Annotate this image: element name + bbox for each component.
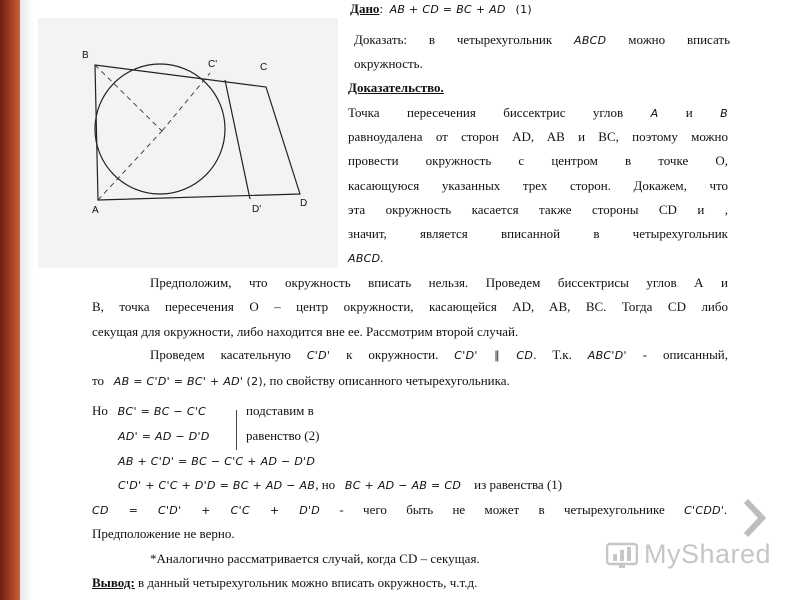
para3-l2-d: , по свойству описанного четырехугольника. xyxy=(262,373,510,388)
para3-l1-f: ABC'D' xyxy=(587,349,627,362)
label-c: C xyxy=(260,62,268,73)
deriv-eq1: BC' = BC − C'C xyxy=(117,405,207,418)
proof-line-1 xyxy=(348,101,728,127)
proof-l1-b: A xyxy=(650,107,659,120)
proof-line-5: эта окружность касается также стороны CD и , xyxy=(348,202,728,217)
deriv-eq5: CD = C'D' + C'C + D'D xyxy=(92,504,321,517)
deriv-eq4: C'D' + C'C + D'D = BC + AD − AB xyxy=(118,479,316,492)
deriv-sub-1: подставим в xyxy=(246,403,314,418)
given-formula: AB + CD = BC + AD xyxy=(389,3,506,16)
proof-l1-c: и xyxy=(685,105,693,120)
para3-l1-d: C'D' ∥ CD xyxy=(454,349,534,362)
proof-line-4: касающуюся указанных трех сторон. Докажем, что xyxy=(348,178,728,193)
label-d-prime: D' xyxy=(252,204,262,215)
deriv-eq4-tail-b: BC + AD − AB = CD xyxy=(344,479,462,492)
deriv-line-1 xyxy=(92,399,206,425)
quadrilateral-abcd xyxy=(95,65,300,200)
deriv-eq5-tail-b: C'CDD'. xyxy=(684,504,729,517)
proof-line-7: ABCD. xyxy=(348,252,385,265)
deriv-eq5-tail-a: - чего быть не может в четырехугольнике xyxy=(339,502,665,517)
para2-line-3: секущая для окружности, либо находится вне ее. Рассмотрим второй случай. xyxy=(92,324,519,339)
para3-l2-c: (2) xyxy=(246,375,263,388)
logo-chart-icon xyxy=(606,539,638,569)
label-a: A xyxy=(92,205,99,216)
conclusion-text: в данный четырехугольник можно вписать окружность, ч.т.д. xyxy=(138,575,478,590)
proof-l1-d: B xyxy=(720,107,728,120)
bisector-a xyxy=(98,131,162,200)
para3-l1-g: - описанный, xyxy=(642,347,729,362)
deriv-eq4-tail-a: , но xyxy=(315,477,336,492)
given-line: Дано: AB + CD = BC + AD (1) xyxy=(350,1,532,16)
conclusion-line xyxy=(92,571,477,596)
deriv-line-2: AD' = AD − D'D xyxy=(118,430,210,443)
label-b: B xyxy=(82,50,89,61)
para3-line-2 xyxy=(92,369,510,395)
conclusion-label: Вывод: xyxy=(92,575,135,590)
para2-line-2: В, точка пересечения O – центр окружности, касающейся AD, AB, BC. Тогда CD либо xyxy=(92,299,728,314)
slide-accent-bar xyxy=(0,0,20,600)
para3-l1-e: . Т.к. xyxy=(533,347,572,362)
para3-l1-c: к окружности. xyxy=(346,347,439,362)
similar-case-note: *Аналогично рассматривается случай, когда CD – секущая. xyxy=(150,551,480,566)
prove-text-c: можно вписать xyxy=(628,32,731,47)
slide-edge-shadow xyxy=(20,0,34,600)
proof-line-6: значит, является вписанной в четырехугольник xyxy=(348,226,728,241)
label-c-prime: C' xyxy=(208,59,218,70)
myshared-logo xyxy=(606,536,771,572)
given-number: (1) xyxy=(515,3,532,16)
tangent-line xyxy=(225,80,250,199)
para3-l2-a: то xyxy=(92,373,105,388)
para3-l1-a: Проведем касательную xyxy=(150,347,291,362)
deriv-line-3: AB + C'D' = BC − C'C + AD − D'D xyxy=(118,455,316,468)
quadrilateral-diagram xyxy=(38,18,338,268)
para3-l1-b: C'D' xyxy=(306,349,331,362)
para3-line-1 xyxy=(150,343,728,369)
geometry-figure xyxy=(38,18,338,268)
deriv-line-4 xyxy=(118,473,562,499)
proof-line-3: провести окружность с центром в точке O, xyxy=(348,153,728,168)
proof-heading: Доказательство. xyxy=(348,80,444,95)
deriv-but: Но xyxy=(92,403,108,418)
prove-text-a: Доказать: в четырехугольник xyxy=(354,32,553,47)
para2-line-1: Предположим, что окружность вписать нельзя. Проведем биссектрисы углов А и xyxy=(150,275,728,290)
deriv-sub-2: равенство (2) xyxy=(246,428,320,443)
prove-abcd: ABCD xyxy=(574,34,607,47)
para3-l2-b: AB = C'D' = BC' + AD' xyxy=(113,375,244,388)
given-label: Дано xyxy=(350,1,380,16)
prove-line-1 xyxy=(354,28,730,54)
radius-line xyxy=(162,73,210,131)
deriv-line-5 xyxy=(92,498,728,524)
proof-line-2: равноудалена от сторон AD, AB и BC, поэтому можно xyxy=(348,129,728,144)
logo-text: MyShared xyxy=(644,538,772,569)
deriv-eq4-tail-c: из равенства (1) xyxy=(474,477,563,492)
substitution-brace xyxy=(236,410,237,450)
bisector-b xyxy=(95,65,162,131)
label-d: D xyxy=(300,198,308,209)
proof-l1-a: Точка пересечения биссектрис углов xyxy=(348,105,624,120)
assumption-false: Предположение не верно. xyxy=(92,526,235,541)
prove-line-2: окружность. xyxy=(354,56,423,71)
